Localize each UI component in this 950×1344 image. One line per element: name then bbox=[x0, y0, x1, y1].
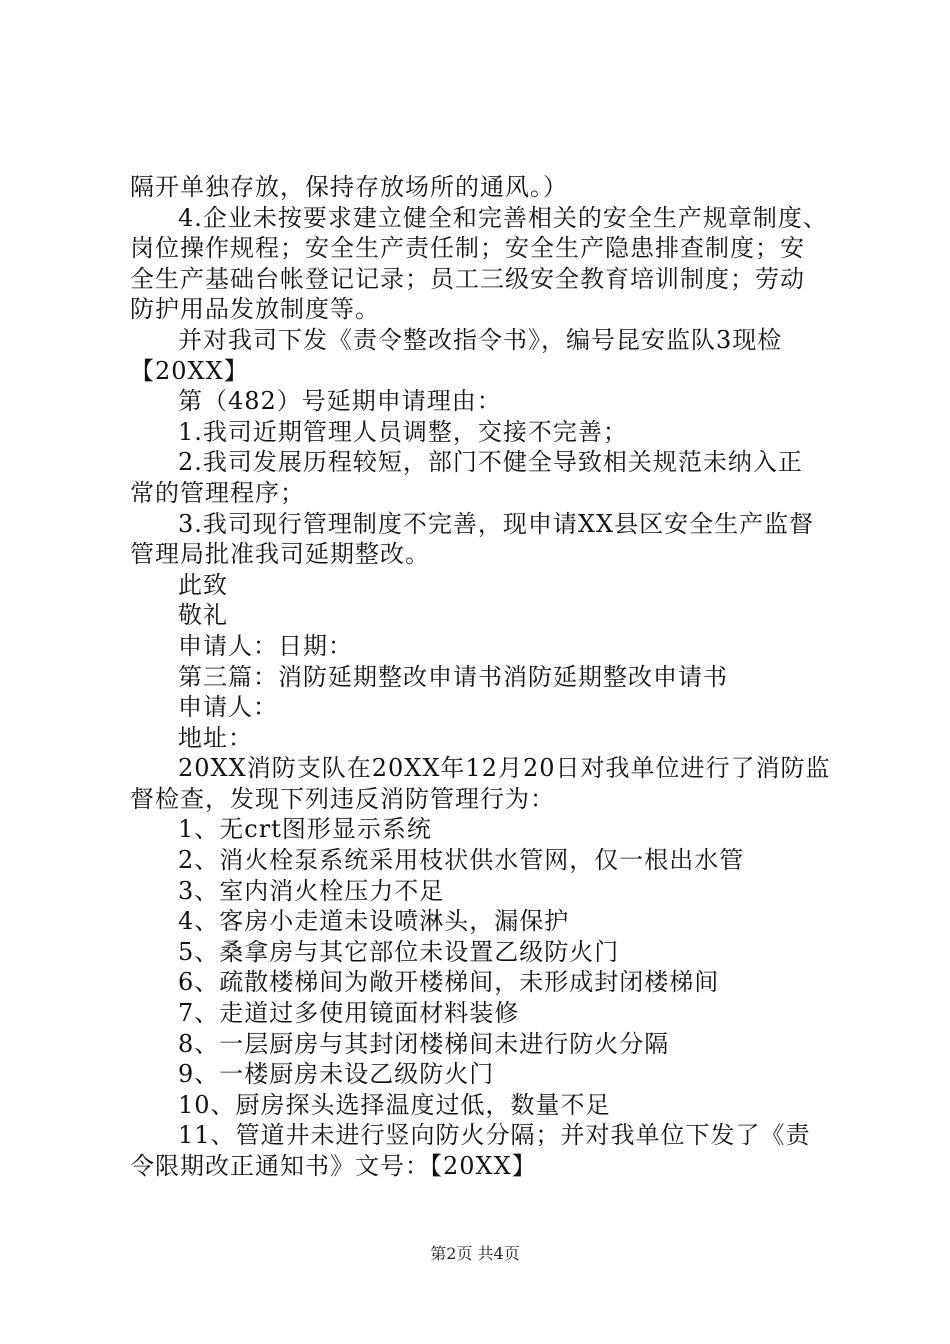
list-item: 1、无crt图形显示系统 bbox=[178, 815, 432, 844]
list-item: 6、疏散楼梯间为敞开楼梯间，未形成封闭楼梯间 bbox=[178, 968, 720, 997]
list-item: 4、客房小走道未设喷淋头，漏保护 bbox=[178, 907, 570, 936]
list-item: 9、一楼厨房未设乙级防火门 bbox=[178, 1060, 495, 1089]
list-item: 10、厨房探头选择温度过低，数量不足 bbox=[178, 1090, 611, 1119]
text-line: 此致 bbox=[178, 570, 228, 599]
text-line: 全生产基础台帐登记记录；员工三级安全教育培训制度；劳动 bbox=[130, 264, 805, 293]
text-line: 地址： bbox=[178, 723, 253, 752]
text-line: 管理局批准我司延期整改。 bbox=[130, 540, 430, 569]
text-line: 2.我司发展历程较短，部门不健全导致相关规范未纳入正 bbox=[178, 448, 803, 477]
text-line: 【20XX】 bbox=[130, 356, 249, 385]
text-line: 并对我司下发《责令整改指令书》，编号昆安监队3现检 bbox=[178, 325, 783, 354]
text-line: 督检查，发现下列违反消防管理行为： bbox=[130, 784, 555, 813]
text-line: 隔开单独存放，保持存放场所的通风。） bbox=[130, 173, 568, 201]
text-line: 令限期改正通知书》文号：【20XX】 bbox=[130, 1152, 537, 1180]
page-number-footer: 第2页 共4页 bbox=[430, 1244, 520, 1263]
text-line: 防护用品发放制度等。 bbox=[130, 295, 380, 324]
text-line: 20XX消防支队在20XX年12月20日对我单位进行了消防监 bbox=[178, 754, 831, 783]
text-line: 岗位操作规程；安全生产责任制；安全生产隐患排查制度；安 bbox=[130, 234, 805, 263]
text-line: 4.企业未按要求建立健全和完善相关的安全生产规章制度、 bbox=[178, 203, 828, 232]
document-body bbox=[130, 172, 835, 1182]
list-item: 8、一层厨房与其封闭楼梯间未进行防火分隔 bbox=[178, 1029, 670, 1058]
list-item: 2、消火栓泵系统采用枝状供水管网，仅一根出水管 bbox=[178, 846, 745, 875]
text-line: 申请人：日期： bbox=[178, 631, 353, 660]
text-line: 申请人： bbox=[178, 693, 278, 722]
text-line: 敬礼 bbox=[178, 601, 228, 630]
list-item: 7、走道过多使用镜面材料装修 bbox=[178, 999, 520, 1028]
text-line: 3.我司现行管理制度不完善，现申请XX县区安全生产监督 bbox=[178, 509, 815, 538]
section-heading: 第三篇：消防延期整改申请书消防延期整改申请书 bbox=[178, 662, 728, 691]
list-item: 11、管道井未进行竖向防火分隔；并对我单位下发了《责 bbox=[178, 1121, 811, 1150]
text-line: 第（482）号延期申请理由： bbox=[178, 387, 502, 416]
text-line: 1.我司近期管理人员调整，交接不完善； bbox=[178, 417, 628, 446]
list-item: 5、桑拿房与其它部位未设置乙级防火门 bbox=[178, 937, 620, 966]
text-line: 常的管理程序； bbox=[130, 478, 305, 507]
list-item: 3、室内消火栓压力不足 bbox=[178, 876, 445, 905]
